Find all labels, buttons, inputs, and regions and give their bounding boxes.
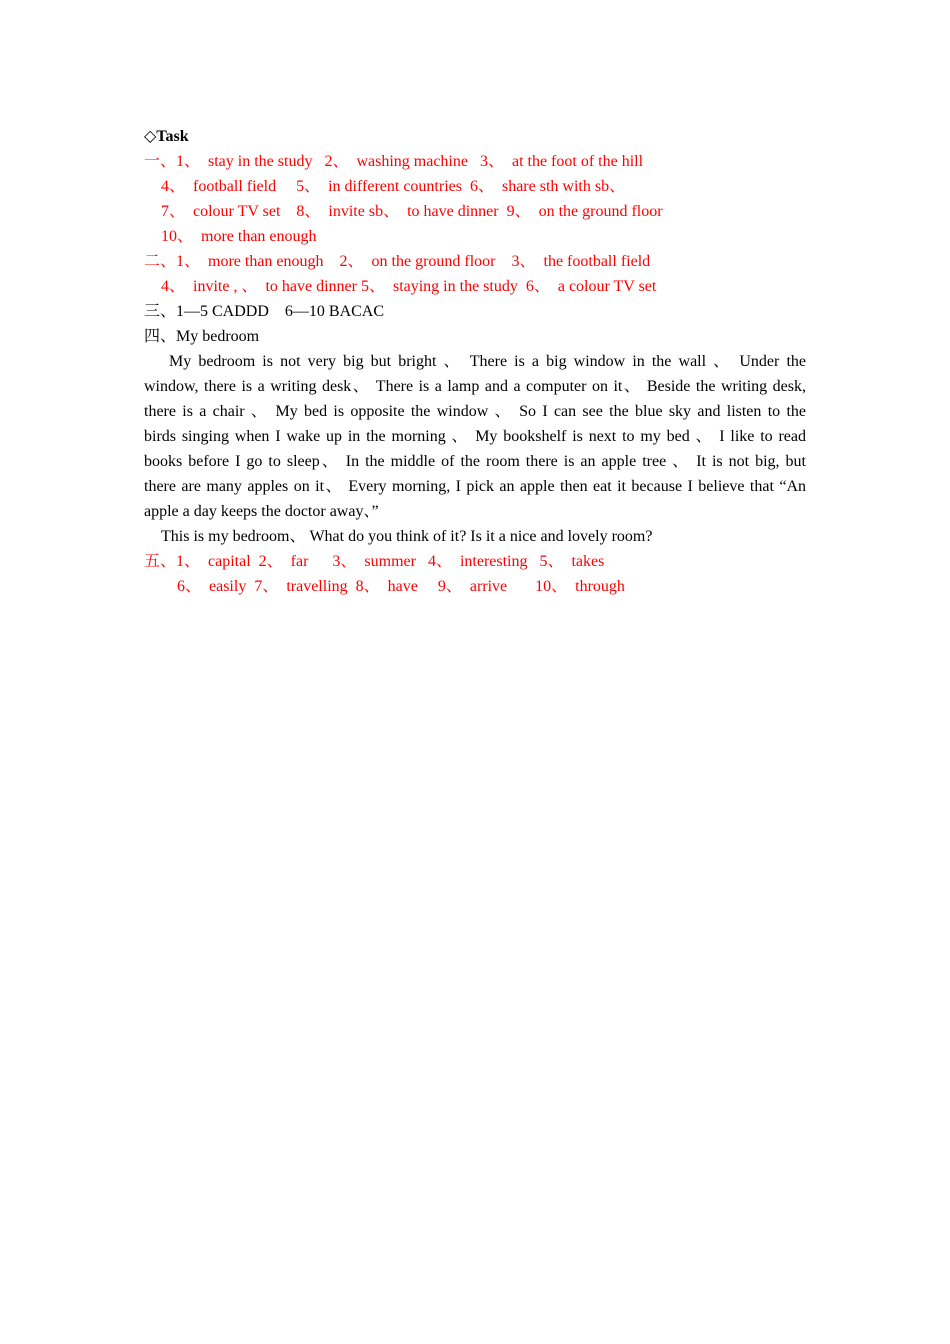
- answer-document: [144, 124, 806, 599]
- essay-line: My bedroom is not very big but bright 、 There is a big window in the wall 、 Under the: [169, 353, 806, 370]
- essay-line: window, there is a writing desk、 There is a lamp and a computer on it、 Beside the writing desk,: [144, 378, 806, 395]
- section1-line2: 4、 football field 5、 in different countries 6、 share sth with sb、: [161, 178, 626, 195]
- section5-line1: 五、1、 capital 2、 far 3、 summer 4、 interesting 5、 takes: [144, 553, 605, 570]
- bedroom-essay: [144, 349, 806, 524]
- essay-line: there are many apples on it、 Every morning, I pick an apple then eat it because I believe that “An: [144, 478, 806, 495]
- essay-line: apple a day keeps the doctor away、”: [144, 503, 379, 520]
- section3-line1: 三、1—5 CADDD 6—10 BACAC: [144, 303, 385, 320]
- section1-line3: 7、 colour TV set 8、 invite sb、 to have dinner 9、 on the ground floor: [161, 203, 663, 220]
- section4-title: 四、My bedroom: [144, 328, 260, 345]
- essay-closing: This is my bedroom、 What do you think of it? Is it a nice and lovely room?: [161, 528, 653, 545]
- section2-line2: 4、 invite , 、 to have dinner 5、 staying in the study 6、 a colour TV set: [161, 278, 657, 295]
- essay-line: books before I go to sleep、 In the middle of the room there is an apple tree 、 It is not big, but: [144, 453, 806, 470]
- section2-line1: 二、1、 more than enough 2、 on the ground floor 3、 the football field: [144, 253, 651, 270]
- essay-line: there is a chair 、 My bed is opposite the window 、 So I can see the blue sky and listen to the: [144, 403, 806, 420]
- section1-line1: 一、1、 stay in the study 2、 washing machine 3、 at the foot of the hill: [144, 153, 644, 170]
- task-heading: ◇Task: [144, 128, 189, 145]
- essay-line: birds singing when I wake up in the morning 、 My bookshelf is next to my bed 、 I like to read: [144, 428, 807, 445]
- section5-line2: 6、 easily 7、 travelling 8、 have 9、 arrive 10、 through: [177, 578, 625, 595]
- section1-line4: 10、 more than enough: [161, 228, 317, 245]
